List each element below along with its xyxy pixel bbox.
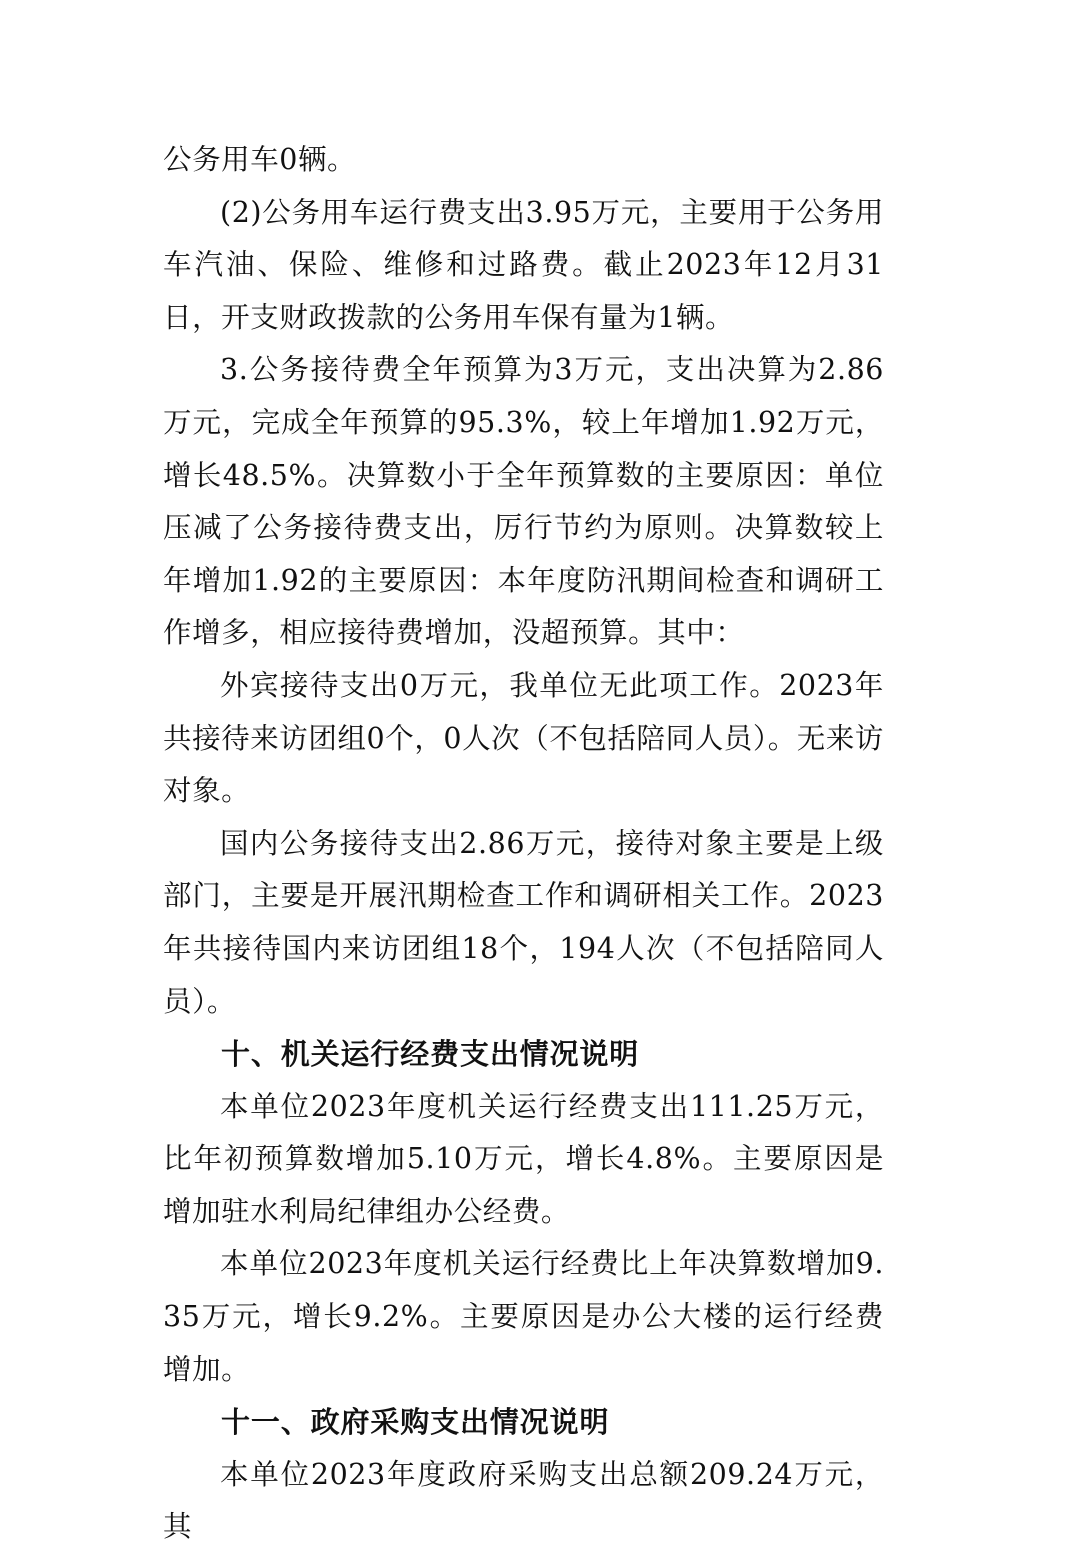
section-heading-operating-expenses: 十、机关运行经费支出情况说明 bbox=[221, 1037, 640, 1072]
paragraph-vehicle-count: 公务用车0辆。 bbox=[163, 143, 357, 176]
paragraph-reception-budget: 3.公务接待费全年预算为3万元，支出决算为2.86万元，完成全年预算的95.3%，较上年增加1.92万元，增长48.5%。决算数小于全年预算数的主要原因：单位压减了公务接待费支出，厉行节约为原则。决算数较上年增加1.92的主要原因：本年度防汛期间检查和调研工作增多，相应接待费增加，没超预算。其中： bbox=[163, 353, 884, 650]
paragraph-procurement-total: 本单位2023年度政府采购支出总额209.24万元，其 bbox=[163, 1457, 884, 1544]
document-body bbox=[163, 134, 884, 1554]
paragraph-vehicle-operating-cost: (2)公务用车运行费支出3.95万元，主要用于公务用车汽油、保险、维修和过路费。截止2023年12月31日，开支财政拨款的公务用车保有量为1辆。 bbox=[163, 195, 884, 334]
paragraph-operating-expenses-budget: 本单位2023年度机关运行经费支出111.25万元，比年初预算数增加5.10万元，增长4.8%。主要原因是增加驻水利局纪律组办公经费。 bbox=[163, 1089, 884, 1228]
paragraph-foreign-reception: 外宾接待支出0万元，我单位无此项工作。2023年共接待来访团组0个，0人次（不包括陪同人员）。无来访对象。 bbox=[163, 668, 884, 808]
paragraph-domestic-reception: 国内公务接待支出2.86万元，接待对象主要是上级部门，主要是开展汛期检查工作和调研相关工作。2023年共接待国内来访团组18个，194人次（不包括陪同人员）。 bbox=[163, 826, 884, 1018]
paragraph-operating-expenses-compare: 本单位2023年度机关运行经费比上年决算数增加9.35万元，增长9.2%。主要原因是办公大楼的运行经费增加。 bbox=[163, 1247, 884, 1386]
section-heading-procurement: 十一、政府采购支出情况说明 bbox=[221, 1405, 610, 1440]
